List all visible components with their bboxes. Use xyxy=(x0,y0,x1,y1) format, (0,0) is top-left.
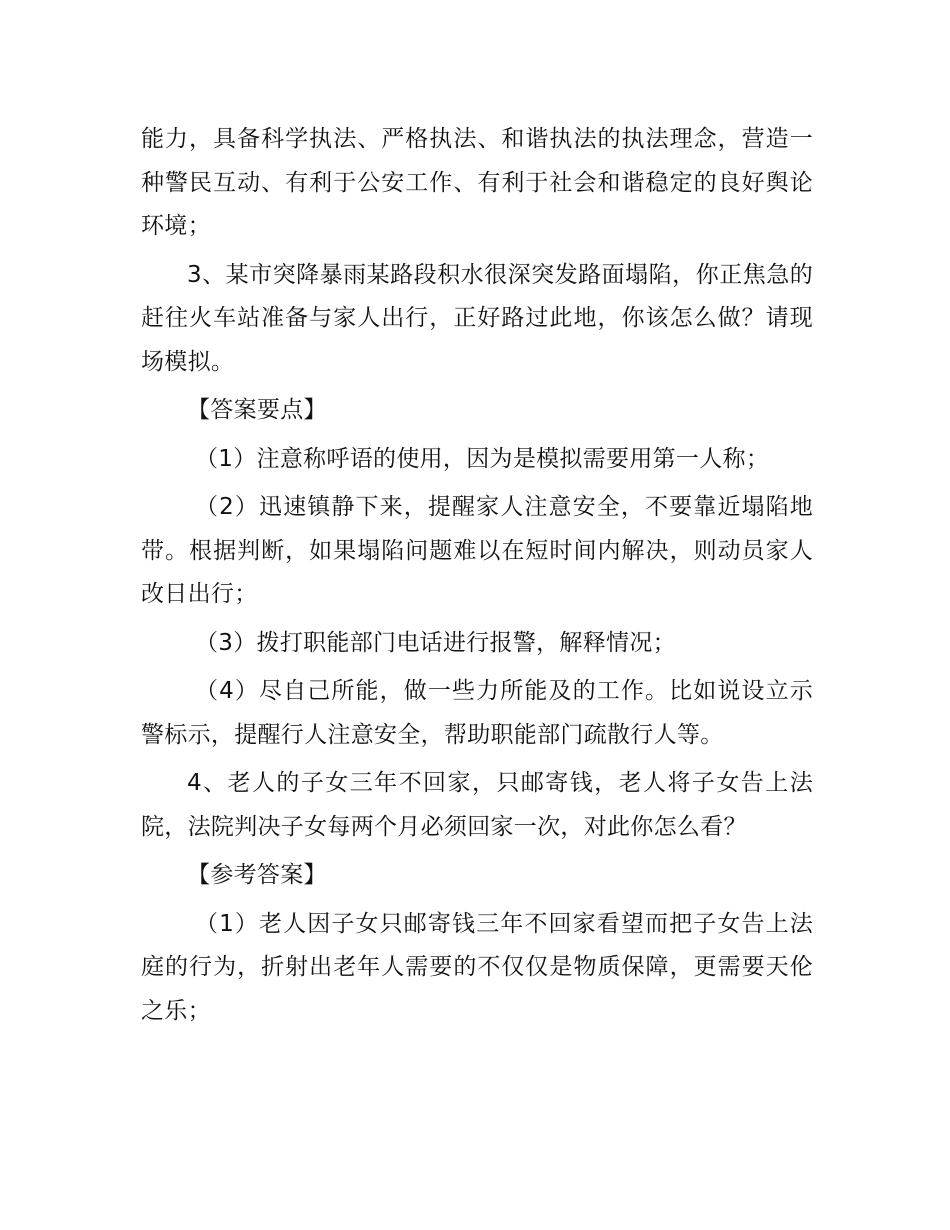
answer-point-4: （4）尽自己所能，做一些力所能及的工作。比如说设立示警标示，提醒行人注意安全，帮助职能部门疏散行人等。 xyxy=(141,678,813,748)
answer-points-heading: 【答案要点】 xyxy=(187,397,327,423)
answer-point-2: （2）迅速镇静下来，提醒家人注意安全，不要靠近塌陷地带。根据判断，如果塌陷问题难以在短时间内解决，则动员家人改日出行； xyxy=(141,494,813,607)
question-3: 3、某市突降暴雨某路段积水很深突发路面塌陷，你正焦急的赶往火车站准备与家人出行，正好路过此地，你该怎么做？请现场模拟。 xyxy=(141,261,813,375)
answer-point-3: （3）拨打职能部门电话进行报警，解释情况； xyxy=(195,629,676,656)
question-4: 4、老人的子女三年不回家，只邮寄钱，老人将子女告上法院，法院判决子女每两个月必须回家一次，对此你怎么看？ xyxy=(141,770,813,840)
reference-answer-heading: 【参考答案】 xyxy=(187,862,327,888)
document-body xyxy=(141,118,813,1038)
reference-answer-1: （1）老人因子女只邮寄钱三年不回家看望而把子女告上法庭的行为，折射出老年人需要的不仅仅是物质保障，更需要天伦之乐； xyxy=(141,910,813,1024)
answer-point-1: （1）注意称呼语的使用，因为是模拟需要用第一人称； xyxy=(195,445,770,472)
paragraph-continuation: 能力，具备科学执法、严格执法、和谐执法的执法理念，营造一种警民互动、有利于公安工作、有利于社会和谐稳定的良好舆论环境； xyxy=(141,126,813,239)
